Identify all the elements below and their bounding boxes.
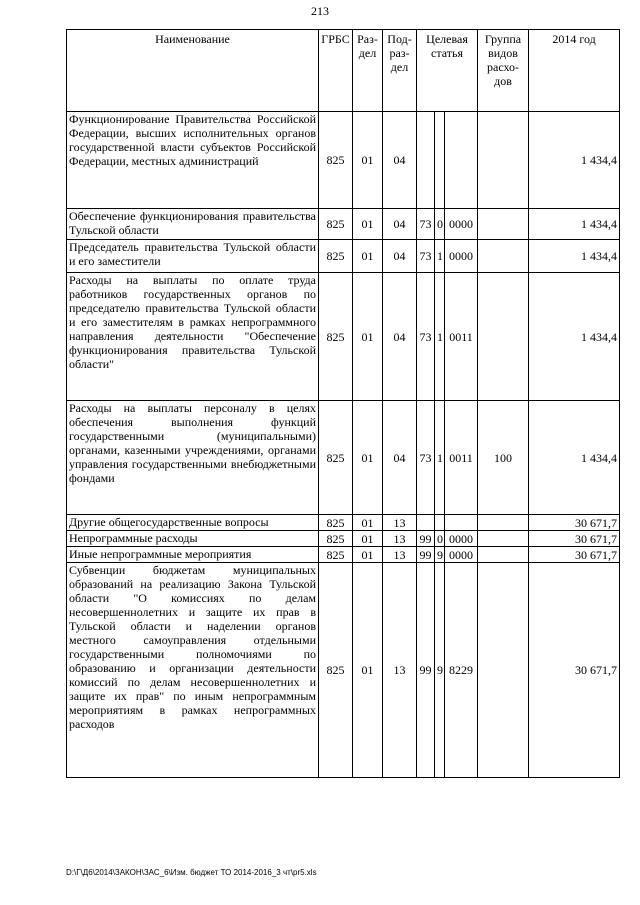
header-razdel: Раз-дел [353, 30, 383, 112]
row-name: Расходы на выплаты персоналу в целях обеспечения выполнения функций государственными (муниципальными) органами, казенными учреждениями, органами управления государственными внебюджетными фондами [67, 401, 319, 515]
row-razdel: 01 [353, 547, 383, 563]
row-grbs: 825 [319, 515, 353, 531]
row-name: Иные непрограммные мероприятия [67, 547, 319, 563]
row-podrazdel: 04 [383, 240, 417, 273]
table-row [67, 515, 620, 531]
row-group: 100 [478, 401, 529, 515]
row-amount: 1 434,4 [529, 209, 620, 240]
row-group [478, 547, 529, 563]
row-name: Непрограммные расходы [67, 531, 319, 547]
row-group [478, 563, 529, 778]
table-row [67, 240, 620, 273]
row-name: Функционирование Правительства Российской Федерации, высших исполнительных органов государственной власти субъектов Российской Федерации, местных администраций [67, 112, 319, 209]
row-group [478, 531, 529, 547]
table-row [67, 112, 620, 209]
row-razdel: 01 [353, 401, 383, 515]
row-target-1: 99 [417, 547, 435, 563]
header-grbs: ГРБС [319, 30, 353, 112]
row-amount: 30 671,7 [529, 531, 620, 547]
row-target-3: 0000 [445, 531, 478, 547]
row-name: Обеспечение функционирования правительства Тульской области [67, 209, 319, 240]
row-target-3: 0000 [445, 547, 478, 563]
row-target-2: 1 [435, 401, 445, 515]
row-amount: 1 434,4 [529, 273, 620, 401]
row-target-3: 0000 [445, 240, 478, 273]
row-target-2: 0 [435, 531, 445, 547]
row-target-2 [435, 112, 445, 209]
table-row [67, 547, 620, 563]
table-row [67, 209, 620, 240]
row-target-2: 1 [435, 273, 445, 401]
row-group [478, 240, 529, 273]
row-podrazdel: 13 [383, 563, 417, 778]
row-target-2: 0 [435, 209, 445, 240]
table-row [67, 563, 620, 778]
row-group [478, 515, 529, 531]
row-grbs: 825 [319, 563, 353, 778]
row-name: Субвенции бюджетам муниципальных образований на реализацию Закона Тульской области "О комиссиях по делам несовершеннолетних и защите их прав в Тульской области и наделении органов местного самоуправления отдельными государственными полномочиями по образованию и организации деятельности комиссий по делам несовершеннолетних и защите их прав" по иным непрограммным мероприятиям в рамках непрограммных расходов [67, 563, 319, 778]
row-razdel: 01 [353, 531, 383, 547]
row-podrazdel: 04 [383, 112, 417, 209]
table-row [67, 531, 620, 547]
row-target-1 [417, 112, 435, 209]
row-target-2: 1 [435, 240, 445, 273]
row-razdel: 01 [353, 112, 383, 209]
row-target-1: 99 [417, 531, 435, 547]
file-path-footer: D:\Г\Д6\2014\ЗАКОН\ЗАС_6\Изм. бюджет ТО 2014-2016_3 чт\pr5.xls [66, 868, 317, 877]
row-group [478, 112, 529, 209]
row-amount: 1 434,4 [529, 401, 620, 515]
row-grbs: 825 [319, 547, 353, 563]
row-target-1: 99 [417, 563, 435, 778]
header-podrazdel: Под-раз-дел [383, 30, 417, 112]
row-podrazdel: 04 [383, 273, 417, 401]
row-podrazdel: 04 [383, 401, 417, 515]
header-name: Наименование [67, 30, 319, 112]
row-name: Другие общегосударственные вопросы [67, 515, 319, 531]
row-amount: 30 671,7 [529, 547, 620, 563]
row-target-1: 73 [417, 240, 435, 273]
row-target-3: 8229 [445, 563, 478, 778]
row-target-1 [417, 515, 435, 531]
row-grbs: 825 [319, 273, 353, 401]
row-target-3: 0011 [445, 401, 478, 515]
row-grbs: 825 [319, 209, 353, 240]
row-grbs: 825 [319, 240, 353, 273]
row-amount: 30 671,7 [529, 563, 620, 778]
row-podrazdel: 13 [383, 515, 417, 531]
row-grbs: 825 [319, 112, 353, 209]
row-grbs: 825 [319, 401, 353, 515]
row-target-2: 9 [435, 547, 445, 563]
page-number: 213 [311, 4, 329, 18]
row-amount: 1 434,4 [529, 112, 620, 209]
row-group [478, 209, 529, 240]
row-target-1: 73 [417, 401, 435, 515]
header-year-2014: 2014 год [529, 30, 620, 112]
table-row [67, 401, 620, 515]
row-podrazdel: 04 [383, 209, 417, 240]
row-amount: 1 434,4 [529, 240, 620, 273]
row-amount: 30 671,7 [529, 515, 620, 531]
header-target-article: Целевая статья [417, 30, 478, 112]
row-group [478, 273, 529, 401]
row-razdel: 01 [353, 209, 383, 240]
row-target-3 [445, 112, 478, 209]
row-target-2: 9 [435, 563, 445, 778]
row-podrazdel: 13 [383, 547, 417, 563]
row-name: Председатель правительства Тульской области и его заместители [67, 240, 319, 273]
row-razdel: 01 [353, 273, 383, 401]
row-target-1: 73 [417, 273, 435, 401]
table-row [67, 273, 620, 401]
row-target-1: 73 [417, 209, 435, 240]
header-expense-group: Группа видов расхо-дов [478, 30, 529, 112]
row-target-2 [435, 515, 445, 531]
row-razdel: 01 [353, 563, 383, 778]
row-target-3: 0000 [445, 209, 478, 240]
row-target-3 [445, 515, 478, 531]
row-razdel: 01 [353, 515, 383, 531]
row-razdel: 01 [353, 240, 383, 273]
table-header-row [67, 30, 620, 112]
row-podrazdel: 13 [383, 531, 417, 547]
row-target-3: 0011 [445, 273, 478, 401]
row-grbs: 825 [319, 531, 353, 547]
row-name: Расходы на выплаты по оплате труда работников государственных органов по председателю правительства Тульской области и его заместителям в рамках непрограммного направления деятельности "Обеспечение функционирования правительства Тульской области" [67, 273, 319, 401]
budget-table [66, 29, 620, 778]
